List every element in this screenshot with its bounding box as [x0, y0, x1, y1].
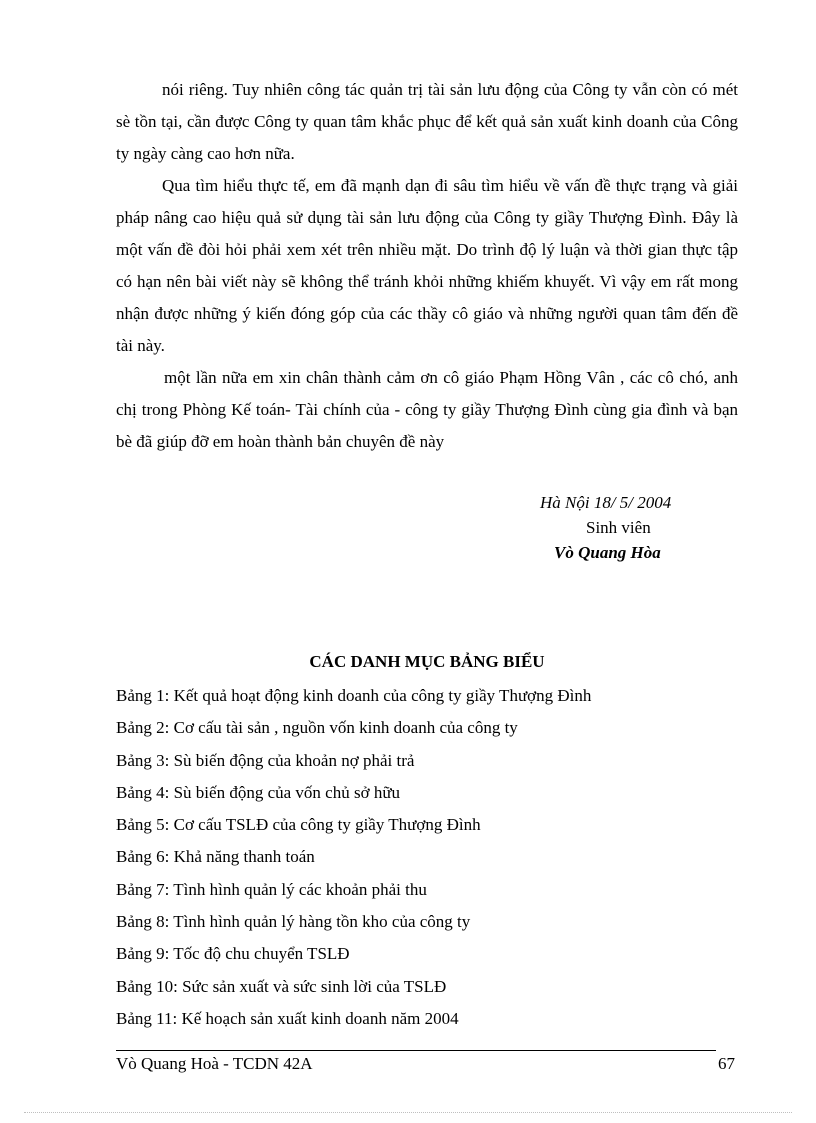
table-list-item: Bảng 4: Sù biến động của vốn chủ sở hữu — [116, 782, 401, 802]
table-list-item: Bảng 10: Sức sản xuất và sức sinh lời của TSLĐ — [116, 976, 447, 996]
body-paragraph-3: một lần nữa em xin chân thành cảm ơn cô giáo Phạm Hồng Vân , các cô chó, anh chị trong Phòng Kế toán- Tài chính của - công ty giầy Thượng Đình cùng gia đình và bạn bè đã giúp đỡ em hoàn thành bản chuyên đề này — [116, 368, 738, 451]
body-paragraph-2: Qua tìm hiểu thực tế, em đã mạnh dạn đi sâu tìm hiểu về vấn đề thực trạng và giải pháp nâng cao hiệu quả sử dụng tài sản lưu động của Công ty giầy Thượng Đình. Đây là một vấn đề đòi hỏi phải xem xét trên nhiều mặt. Do trình độ lý luận và thời gian thực tập có hạn nên bài viết này sẽ không thể tránh khỏi những khiếm khuyết. Vì vậy em rất mong nhận được những ý kiến đóng góp của các thầy cô giáo và những người quan tâm đến đề tài này. — [116, 176, 738, 355]
table-list-item: Bảng 11: Kế hoạch sản xuất kinh doanh năm 2004 — [116, 1008, 459, 1028]
signature-place-date: Hà Nội 18/ 5/ 2004 — [540, 493, 672, 512]
table-list-item: Bảng 3: Sù biến động của khoản nợ phải trả — [116, 750, 415, 770]
table-list-item: Bảng 9: Tốc độ chu chuyển TSLĐ — [116, 944, 350, 964]
table-list-title: CÁC DANH MỤC BẢNG BIỂU — [309, 652, 545, 671]
footer-author: Vò Quang Hoà - TCDN 42A — [116, 1054, 313, 1073]
table-list-item: Bảng 2: Cơ cấu tài sản , nguồn vốn kinh doanh của công ty — [116, 718, 518, 738]
footer-divider — [116, 1050, 716, 1051]
page-bottom-dotted-line — [24, 1112, 792, 1113]
signature-name: Vò Quang Hòa — [554, 543, 661, 562]
signature-block — [540, 490, 760, 565]
table-list-item: Bảng 8: Tình hình quản lý hàng tồn kho của công ty — [116, 912, 471, 932]
table-list-item: Bảng 5: Cơ cấu TSLĐ của công ty giầy Thượng Đình — [116, 815, 481, 835]
signature-role: Sinh viên — [586, 518, 651, 537]
footer-page-number: 67 — [718, 1054, 735, 1073]
table-list-item: Bảng 1: Kết quả hoạt động kinh doanh của công ty giầy Thượng Đình — [116, 686, 592, 705]
table-list-item: Bảng 6: Khả năng thanh toán — [116, 847, 315, 867]
table-list — [116, 680, 738, 1035]
body-paragraph-1: nói riêng. Tuy nhiên công tác quản trị tài sản lưu động của Công ty vẫn còn có mét sè tồn tại, cần được Công ty quan tâm khắc phục để kết quả sản xuất kinh doanh của Công ty ngày càng cao hơn nữa. — [116, 80, 738, 163]
table-list-item: Bảng 7: Tình hình quản lý các khoản phải thu — [116, 879, 427, 899]
